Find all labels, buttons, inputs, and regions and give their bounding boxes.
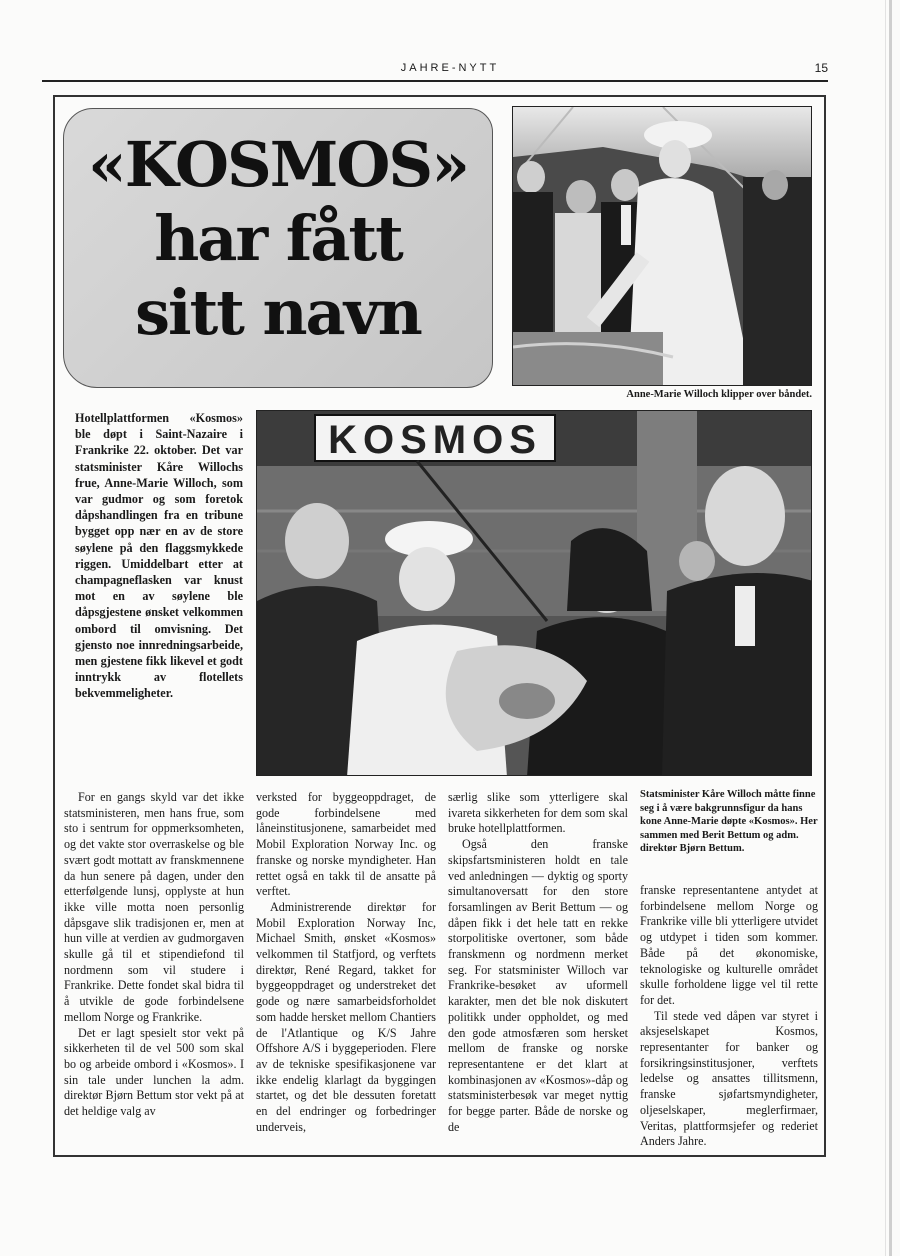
photo-caption-willoch: Statsminister Kåre Willoch måtte finne seg i å være bakgrunnsfigur da hans kone Anne-Marie døpte «Kosmos». Her sammen med Berit Bettum og adm. direktør Bjørn Bettum. [640, 789, 818, 855]
body-column-3 [448, 790, 628, 1135]
body-paragraph: Det er lagt spesielt stor vekt på sikkerheten til de vel 500 som skal bo og arbeide ombord i «Kosmos». I sin tale under lunchen la adm. direktør Bjørn Bettum stor vekt på at det heldige valg av [64, 1025, 244, 1119]
article-intro: Hotellplattformen «Kosmos» ble døpt i Saint-Nazaire i Frankrike 22. oktober. Det var statsminister Kåre Willochs frue, Anne-Marie Willoch, som var gudmor og som foretok dåpshandlingen fra en tribune bygget opp nær en av de store søylene på den flaggsmykkede riggen. Umiddelbart etter at champagneflasken var knust mot en av søylene ble dåpsgjestene ønsket velkommen ombord til omvisning. Det gjensto noe innredningsarbeide, men gjestene fikk likevel et godt inntrykk av flotellets bekvemmeligheter. [75, 411, 243, 701]
article-headline [63, 128, 493, 350]
body-column-1 [64, 790, 244, 1120]
body-paragraph: Til stede ved dåpen var styret i aksjeselskapet Kosmos, representanter for banker og forsikringsinstitusjoner, verftets ledelse og ansattes tillitsmenn, franske sjøfartsmyndigheter, oljeselskaper, meglerfirmaer, Veritas, plattformsjefer og rederiet Anders Jahre. [640, 1008, 818, 1149]
photo-caption-ribbon: Anne-Marie Willoch klipper over båndet. [626, 389, 812, 400]
header-rule [42, 80, 828, 82]
photo-christening-graphic [257, 411, 812, 776]
body-column-4 [640, 883, 818, 1150]
headline-line-2: har fått [154, 202, 402, 275]
body-paragraph: Administrerende direktør for Mobil Exploration Norway Inc, Michael Smith, ønsket «Kosmos» velkommen til Statfjord, og verftets direktør, René Regard, takket for byggeoppdraget og understreket det gode og nære samarbeidsforholdet som hadde hersket mellom Chantiers de l'Atlantique og K/S Jahre Offshore A/S i byggeperioden. Flere av de tekniske spesifikasjonene var ikke endelig klarlagt da byggingen startet, og det ble dessuten foretatt en del endringer og forbedringer underveis, [256, 899, 436, 1134]
body-paragraph: For en gangs skyld var det ikke statsministeren, men hans frue, som sto i sentrum for oppmerksomheten, og det vakte stor overraskelse og ble svært godt mottatt av franskmennene da hun senere på dagen, under den etterfølgende lunsj, opplyste at hun ikke ville motta noen personlig dåpsgave slik tradisjonen er, men at hun ville at verdien av gudmorgaven skulle gå til et stipendiefond til nordmenn som vil studere i Frankrike. Dette fondet skal bidra til å utvikle de gode forbindelsene mellom Norge og Frankrike. [64, 790, 244, 1024]
photo-sign-text: KOSMOS [328, 418, 542, 462]
page-edge-line [885, 0, 886, 1256]
page-edge-shadow [889, 0, 892, 1256]
body-paragraph: franske representantene antydet at forbindelsene mellom Norge og Frankrike ville bli ytterligere utvidet og utdypet i tiden som kommer. Både på det økonomiske, teknologiske og kulturelle området skulle forholdene ligge vel til rette for det. [640, 883, 818, 1007]
body-paragraph: verksted for byggeoppdraget, de gode forbindelsene med låneinstitusjonene, samarbeidet med Mobil Exploration Norway Inc. og franske og norske myndigheter. Han rettet også en takk til de ansatte på verftet. [256, 790, 436, 899]
body-paragraph: Også den franske skipsfartsministeren holdt en tale ved anledningen — dyktig og sporty simultanoversatt for den store forsamlingen av Berit Bettum — og dåpen fikk i det hele tatt en rekke storpolitiske overtoner, som både franskmenn og nordmenn merket seg. For statsminister Willoch var Frankrike-besøket av uformell karakter, men det ble nok diskutert politikk under oppholdet, og med den gode atmosfæren som hersket mellom de franske og norske representantene er det klart at kombinasjonen av «Kosmos»-dåp og statsministerbesøk var meget nyttig for begge parter. Både de norske og de [448, 837, 628, 1134]
headline-line-3: sitt navn [135, 276, 421, 349]
running-header-title: JAHRE-NYTT [400, 62, 500, 74]
photo-christening-group [256, 410, 812, 776]
photo-ribbon-cutting [512, 106, 812, 386]
page-number: 15 [814, 61, 828, 75]
body-paragraph: særlig slike som ytterligere skal ivareta sikkerheten for dem som skal bruke hotellplattformen. [448, 790, 628, 836]
photo-ribbon-cutting-graphic [513, 107, 812, 386]
headline-line-1: «KOSMOS» [88, 128, 468, 201]
body-column-2 [256, 790, 436, 1135]
